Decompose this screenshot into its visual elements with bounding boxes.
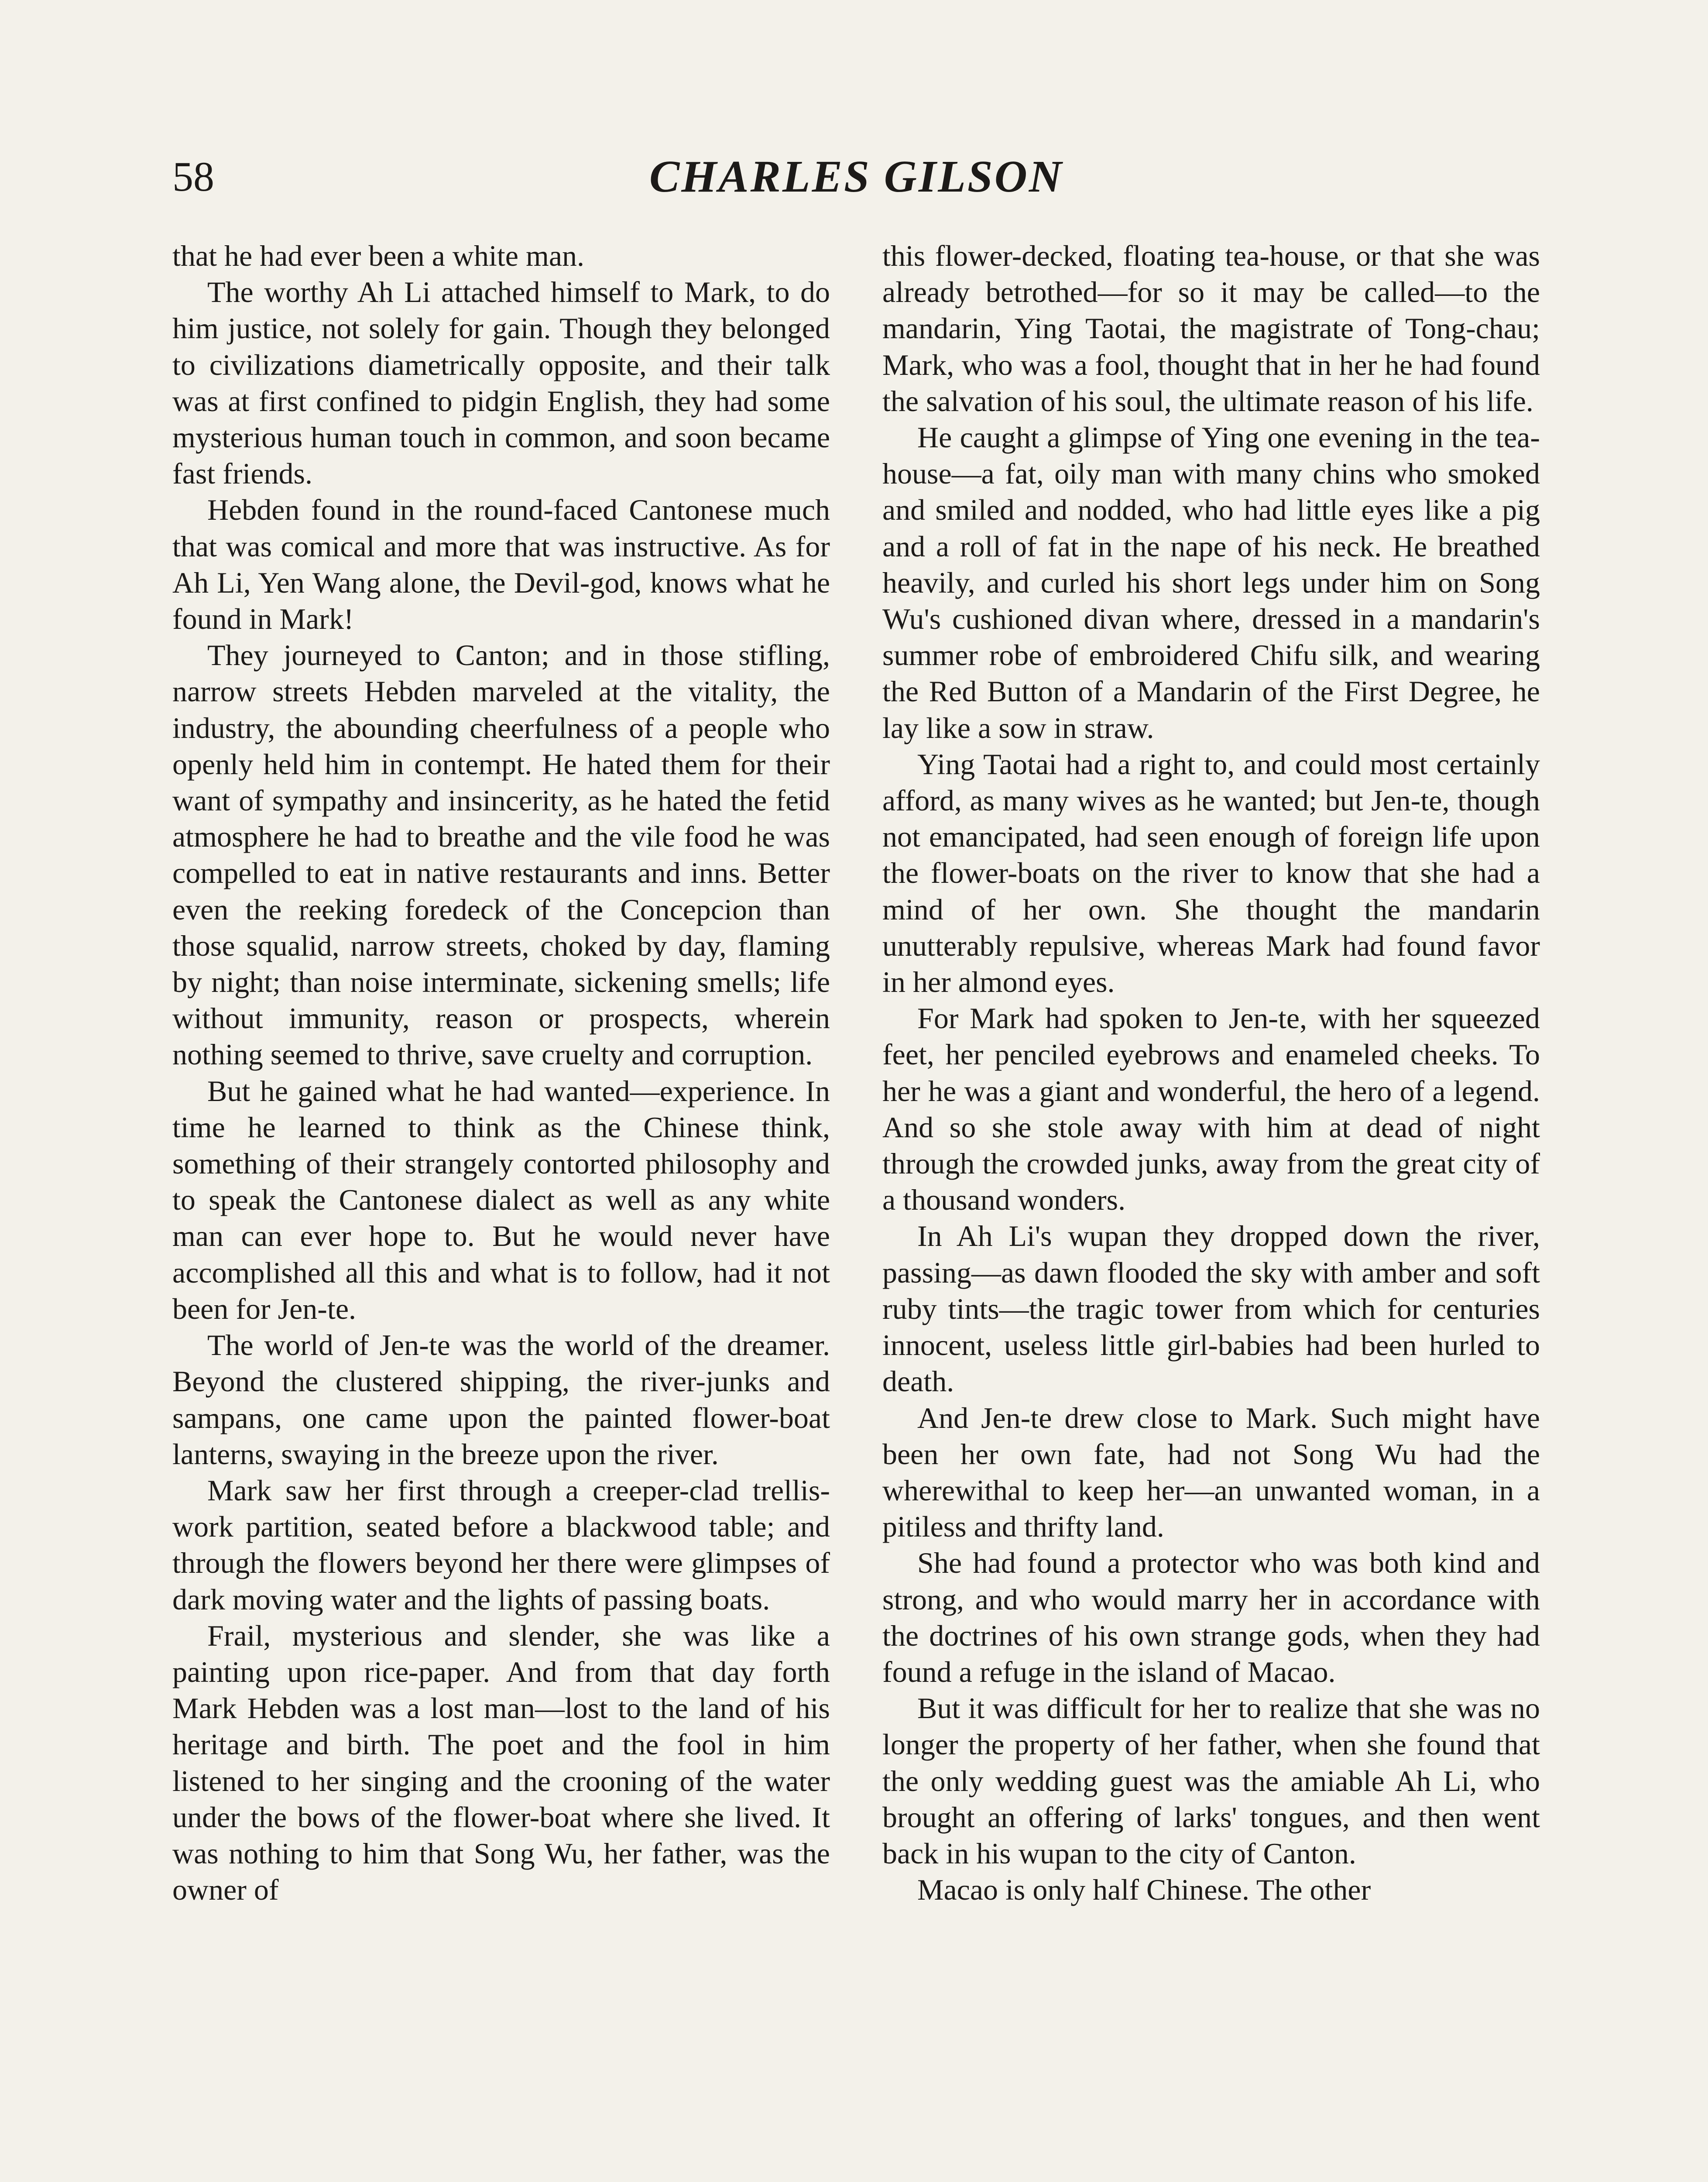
running-head-author: CHARLES GILSON	[649, 151, 1063, 202]
page-header	[172, 144, 1540, 209]
paragraph: that he had ever been a white man.	[172, 239, 585, 272]
paragraph: Mark saw her first through a creeper-clad trellis-work partition, seated before a blackwood table; and through the flowers beyond her there were glimpses of dark moving water and the lights of passing boats.	[172, 1473, 830, 1616]
paragraph: And Jen-te drew close to Mark. Such might have been her own fate, had not Song Wu had the wherewithal to keep her—an unwanted woman, in a pitiless and thrifty land.	[882, 1401, 1540, 1544]
paragraph: Ying Taotai had a right to, and could most certainly afford, as many wives as he wanted; but Jen-te, though not emancipated, had seen enough of foreign life upon the flower-boats on the river to know that she had a mind of her own. She thought the mandarin unutterably repulsive, whereas Mark had found favor in her almond eyes.	[882, 747, 1540, 999]
page-number: 58	[172, 153, 214, 200]
right-column	[882, 238, 1540, 2182]
paragraph: But he gained what he had wanted—experience. In time he learned to think as the Chinese think, something of their strangely contorted philosophy and to speak the Cantonese dialect as well as any white man can ever hope to. But he would never have accomplished all this and what is to follow, had it not been for Jen-te.	[172, 1074, 830, 1325]
paragraph: Hebden found in the round-faced Cantonese much that was comical and more that was instructive. As for Ah Li, Yen Wang alone, the Devil-god, knows what he found in Mark!	[172, 493, 830, 636]
paragraph: The world of Jen-te was the world of the dreamer. Beyond the clustered shipping, the river-junks and sampans, one came upon the painted flower-boat lanterns, swaying in the breeze upon the river.	[172, 1328, 830, 1471]
paragraph: Frail, mysterious and slender, she was like a painting upon rice-paper. And from that day forth Mark Hebden was a lost man—lost to the land of his heritage and birth. The poet and the fool in him listened to her singing and the crooning of the water under the bows of the flower-boat where she lived. It was nothing to him that Song Wu, her father, was the owner of	[172, 1619, 830, 1907]
left-column	[172, 238, 830, 2182]
paragraph: For Mark had spoken to Jen-te, with her squeezed feet, her penciled eyebrows and enameled cheeks. To her he was a giant and wonderful, the hero of a legend. And so she stole away with him at dead of night through the crowded junks, away from the great city of a thousand wonders.	[882, 1002, 1540, 1217]
paragraph: In Ah Li's wupan they dropped down the river, passing—as dawn flooded the sky with amber and soft ruby tints—the tragic tower from which for centuries innocent, useless little girl-babies had been hurled to death.	[882, 1219, 1540, 1398]
paragraph: She had found a protector who was both kind and strong, and who would marry her in accordance with the doctrines of his own strange gods, when they had found a refuge in the island of Macao.	[882, 1546, 1540, 1688]
paragraph: He caught a glimpse of Ying one evening in the tea-house—a fat, oily man with many chins who smoked and smiled and nodded, who had little eyes like a pig and a roll of fat in the nape of his neck. He breathed heavily, and curled his short legs under him on Song Wu's cushioned divan where, dressed in a mandarin's summer robe of embroidered Chifu silk, and wearing the Red Button of a Mandarin of the First Degree, he lay like a sow in straw.	[882, 421, 1540, 744]
text-columns	[172, 238, 1540, 2182]
paragraph: this flower-decked, floating tea-house, or that she was already betrothed—for so it may be called—to the mandarin, Ying Taotai, the magistrate of Tong-chau; Mark, who was a fool, thought that in her he had found the salvation of his soul, the ultimate reason of his life.	[882, 239, 1540, 418]
paragraph: But it was difficult for her to realize that she was no longer the property of her father, when she found that the only wedding guest was the amiable Ah Li, who brought an offering of larks' tongues, and then went back in his wupan to the city of Canton.	[882, 1691, 1540, 1870]
paragraph: Macao is only half Chinese. The other	[917, 1873, 1371, 1907]
paragraph: The worthy Ah Li attached himself to Mark, to do him justice, not solely for gain. Though they belonged to civilizations diametrically opposite, and their talk was at first confined to pidgin English, they had some mysterious human touch in common, and soon became fast friends.	[172, 275, 830, 491]
paragraph: They journeyed to Canton; and in those stifling, narrow streets Hebden marveled at the vitality, the industry, the abounding cheerfulness of a people who openly held him in contempt. He hated them for their want of sympathy and insincerity, as he hated the fetid atmosphere he had to breathe and the vile food he was compelled to eat in native restaurants and inns. Better even the reeking foredeck of the Concepcion than those squalid, narrow streets, choked by day, flaming by night; than noise interminate, sickening smells; life without immunity, reason or prospects, wherein nothing seemed to thrive, save cruelty and corruption.	[172, 638, 830, 1071]
